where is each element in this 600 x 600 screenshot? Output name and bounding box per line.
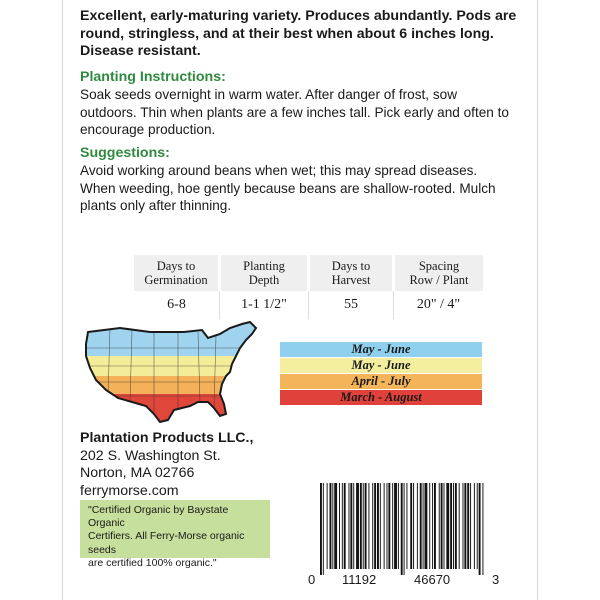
barcode-bar <box>368 483 369 569</box>
description-line: round, stringless, and at their best when about 6 inches long. <box>80 25 494 42</box>
barcode-bar <box>330 483 332 569</box>
barcode-bar <box>464 483 466 569</box>
header-planting-depth: Planting Depth <box>220 255 309 291</box>
header-days-to-germination: Days to Germination <box>134 255 220 291</box>
company-street: 202 S. Washington St. <box>80 447 221 464</box>
barcode-bar <box>398 483 399 569</box>
barcode-bar <box>446 483 449 569</box>
barcode-bar <box>434 483 436 569</box>
barcode-bar <box>404 483 405 575</box>
barcode-bar <box>417 483 418 569</box>
barcode-bar <box>459 483 460 569</box>
barcode-bar <box>377 483 379 569</box>
zone-label: March - August <box>340 390 422 404</box>
header-days-to-harvest: Days to Harvest <box>309 255 394 291</box>
zone-label: May - June <box>351 358 411 372</box>
zone-band-3 <box>280 374 482 389</box>
barcode-bar <box>432 483 433 569</box>
zone-label: May - June <box>351 342 411 356</box>
barcode-digits-right: 46670 <box>414 572 451 587</box>
barcode-bar <box>353 483 354 569</box>
barcode-bar <box>334 483 337 569</box>
barcode-bar <box>365 483 367 569</box>
barcode-bar <box>450 483 452 569</box>
barcode-bar <box>444 483 445 569</box>
zone-band-2 <box>280 358 482 373</box>
barcode-bar <box>420 483 422 569</box>
variety-description <box>80 8 525 61</box>
barcode-bar <box>323 483 324 575</box>
barcode-bar <box>356 483 359 569</box>
barcode-bar <box>453 483 454 569</box>
barcode-bar <box>441 483 443 569</box>
suggestions-line: When weeding, hoe gently because beans are shallow-rooted. Mulch <box>80 180 496 196</box>
barcode-bar <box>474 483 475 569</box>
barcode-bar <box>384 483 385 569</box>
barcode-bar <box>350 483 352 569</box>
barcode-bar <box>332 483 333 569</box>
zone-label: April - July <box>351 374 411 388</box>
certification-line: Certifiers. All Ferry-Morse organic seeds <box>88 530 245 556</box>
barcode-bar <box>482 483 483 575</box>
barcode-bar <box>394 483 397 569</box>
barcode-bar <box>387 483 388 569</box>
upc-barcode <box>318 483 486 583</box>
value-depth: 1-1 1/2" <box>220 291 309 319</box>
barcode-digits-left: 11192 <box>342 572 377 587</box>
barcode-bar <box>374 483 376 569</box>
barcode-bar <box>467 483 469 569</box>
planting-line: encourage production. <box>80 122 216 137</box>
barcode-bar <box>439 483 440 569</box>
company-city: Norton, MA 02766 <box>80 465 195 481</box>
barcode-bar <box>344 483 346 569</box>
company-name: Plantation Products LLC., <box>80 430 254 446</box>
barcode-bar <box>455 483 457 569</box>
barcode-bar <box>372 483 373 569</box>
barcode-bar <box>392 483 393 569</box>
barcode-bar <box>401 483 403 575</box>
planting-instructions-heading: Planting Instructions: <box>80 69 226 85</box>
barcode-bar <box>388 483 390 569</box>
barcode-bar <box>413 483 414 569</box>
barcode-bar <box>380 483 381 569</box>
barcode-bar <box>463 483 464 569</box>
growing-table-header-row <box>134 255 483 291</box>
barcode-bar <box>339 483 340 569</box>
barcode-bar <box>425 483 428 569</box>
value-harvest: 55 <box>309 291 394 319</box>
barcode-bar <box>423 483 424 569</box>
planting-line: Soak seeds overnight in warm water. After danger of frost, sow <box>80 87 458 102</box>
barcode-digit-check: 3 <box>492 572 500 587</box>
barcode-bar <box>477 483 478 569</box>
zone-band-1 <box>280 342 482 357</box>
growing-info-table <box>134 255 483 319</box>
barcode-bar <box>349 483 350 569</box>
suggestions-line: Avoid working around beans when wet; this may spread diseases. <box>80 163 478 178</box>
company-address <box>80 430 330 500</box>
barcode-bar <box>363 483 364 569</box>
barcode-bar <box>470 483 471 569</box>
barcode-bar <box>320 483 322 575</box>
certification-line: "Certified Organic by Baystate Organic <box>88 504 229 530</box>
growing-table-value-row <box>134 291 483 319</box>
value-germination: 6-8 <box>134 291 220 319</box>
description-line: Disease resistant. <box>80 43 201 59</box>
company-website[interactable]: ferrymorse.com <box>80 482 179 499</box>
barcode-bar <box>360 483 362 569</box>
barcode-digit-first: 0 <box>308 572 316 587</box>
planting-instructions-text <box>80 86 525 139</box>
barcode-bar <box>410 483 412 569</box>
barcode-bar <box>327 483 328 569</box>
zone-band-4 <box>280 390 482 405</box>
planting-zone-map <box>80 318 270 428</box>
barcode-bar <box>429 483 430 569</box>
header-spacing: Spacing Row / Plant <box>394 255 484 291</box>
barcode-bar <box>342 483 343 569</box>
suggestions-heading: Suggestions: <box>80 145 170 161</box>
barcode-bar <box>479 483 481 575</box>
barcode-bar <box>406 483 407 569</box>
planting-line: outdoors. Thin when plants are a few inches tall. Pick early and often to <box>80 104 509 120</box>
certification-line: are certified 100% organic." <box>88 556 217 569</box>
suggestions-line: plants only after thinning. <box>80 198 232 213</box>
suggestions-text <box>80 162 525 215</box>
organic-certification-box <box>80 500 270 569</box>
value-spacing: 20" / 4" <box>394 291 484 319</box>
description-line: Excellent, early-maturing variety. Produces abundantly. Pods are <box>80 8 517 24</box>
